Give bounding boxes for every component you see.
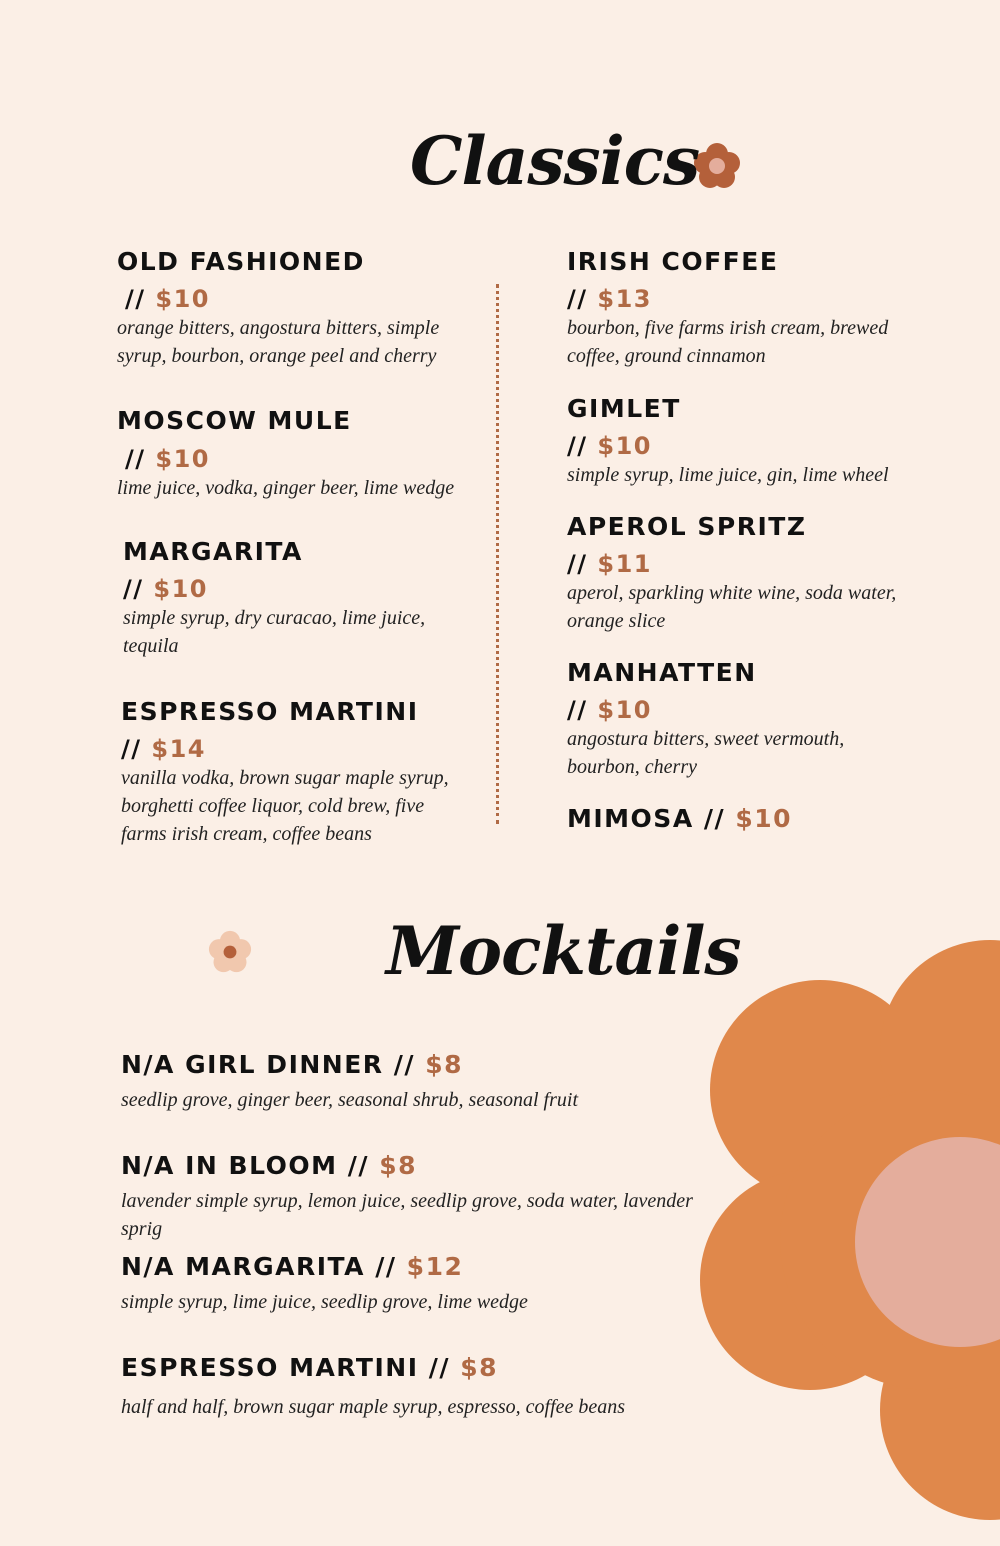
menu-item [121,1353,721,1421]
menu-item [121,1050,721,1114]
item-name-line: ESPRESSO MARTINI // $8 [121,1353,499,1382]
menu-item [123,537,443,660]
small-flower-icon [207,930,253,974]
column-divider [496,284,499,824]
item-price-line: // $14 [121,735,206,763]
item-price: $14 [151,735,206,763]
item-price-line: // $10 [567,432,652,460]
item-description: half and half, brown sugar maple syrup, espresso, coffee beans [121,1396,626,1418]
item-name: ESPRESSO MARTINI [121,697,419,726]
item-name: MANHATTEN [567,658,757,687]
section-title-mocktails: Mocktails [386,912,741,990]
item-name-line: N/A MARGARITA // $12 [121,1252,464,1281]
item-description: seedlip grove, ginger beer, seasonal shrub, seasonal fruit [121,1089,579,1111]
item-name: GIMLET [567,394,681,423]
large-flower-icon [700,940,1000,1546]
item-description: simple syrup, lime juice, seedlip grove, lime wedge [121,1291,528,1313]
menu-item [567,394,897,489]
menu-item [567,658,867,781]
item-description: bourbon, five farms irish cream, brewed coffee, ground cinnamon [567,317,889,367]
item-price: $10 [153,575,208,603]
item-name-line: N/A GIRL DINNER // $8 [121,1050,464,1079]
menu-item [121,1151,721,1243]
item-price: $10 [735,804,793,833]
menu-item [567,247,897,370]
item-price: $8 [379,1151,418,1180]
item-name: IRISH COFFEE [567,247,779,276]
menu-item [121,1252,721,1316]
item-price: $12 [406,1252,464,1281]
menu-item [567,512,897,635]
item-name: MIMOSA [567,804,694,833]
item-description: angostura bitters, sweet vermouth, bourbon, cherry [567,728,845,778]
item-description: lavender simple syrup, lemon juice, seedlip grove, soda water, lavender sprig [121,1190,693,1240]
item-description: simple syrup, dry curacao, lime juice, tequila [123,607,426,657]
item-price-line: // $10 [123,575,208,603]
item-description: aperol, sparkling white wine, soda water, orange slice [567,582,897,632]
small-flower-icon [692,142,742,190]
item-description: lime juice, vodka, ginger beer, lime wedge [117,477,455,499]
item-price-line: // $11 [567,550,652,578]
item-price: $8 [425,1050,464,1079]
item-price: $13 [597,285,652,313]
menu-item [121,697,466,848]
item-price: $10 [155,285,210,313]
menu-item [117,406,457,502]
item-price-line: // $10 [125,285,210,313]
section-title-classics: Classics [410,122,700,200]
item-description: simple syrup, lime juice, gin, lime wheel [567,464,889,486]
item-price: $10 [597,696,652,724]
item-price-line: // $10 [125,445,210,473]
item-name-line: N/A IN BLOOM // $8 [121,1151,418,1180]
item-name: OLD FASHIONED [117,247,365,276]
item-name: MARGARITA [123,537,303,566]
menu-item-mimosa: MIMOSA // $10 [567,804,793,833]
item-price: $11 [597,550,652,578]
item-name: APEROL SPRITZ [567,512,807,541]
item-price: $8 [460,1353,499,1382]
item-price-line: // $10 [567,696,652,724]
item-description: orange bitters, angostura bitters, simple syrup, bourbon, orange peel and cherry [117,317,440,367]
item-price: $10 [597,432,652,460]
menu-item [117,247,457,370]
item-description: vanilla vodka, brown sugar maple syrup, borghetti coffee liquor, cold brew, five farms irish cream, coffee beans [121,767,449,845]
item-name: MOSCOW MULE [117,406,352,435]
item-price: $10 [155,445,210,473]
item-price-line: // $13 [567,285,652,313]
